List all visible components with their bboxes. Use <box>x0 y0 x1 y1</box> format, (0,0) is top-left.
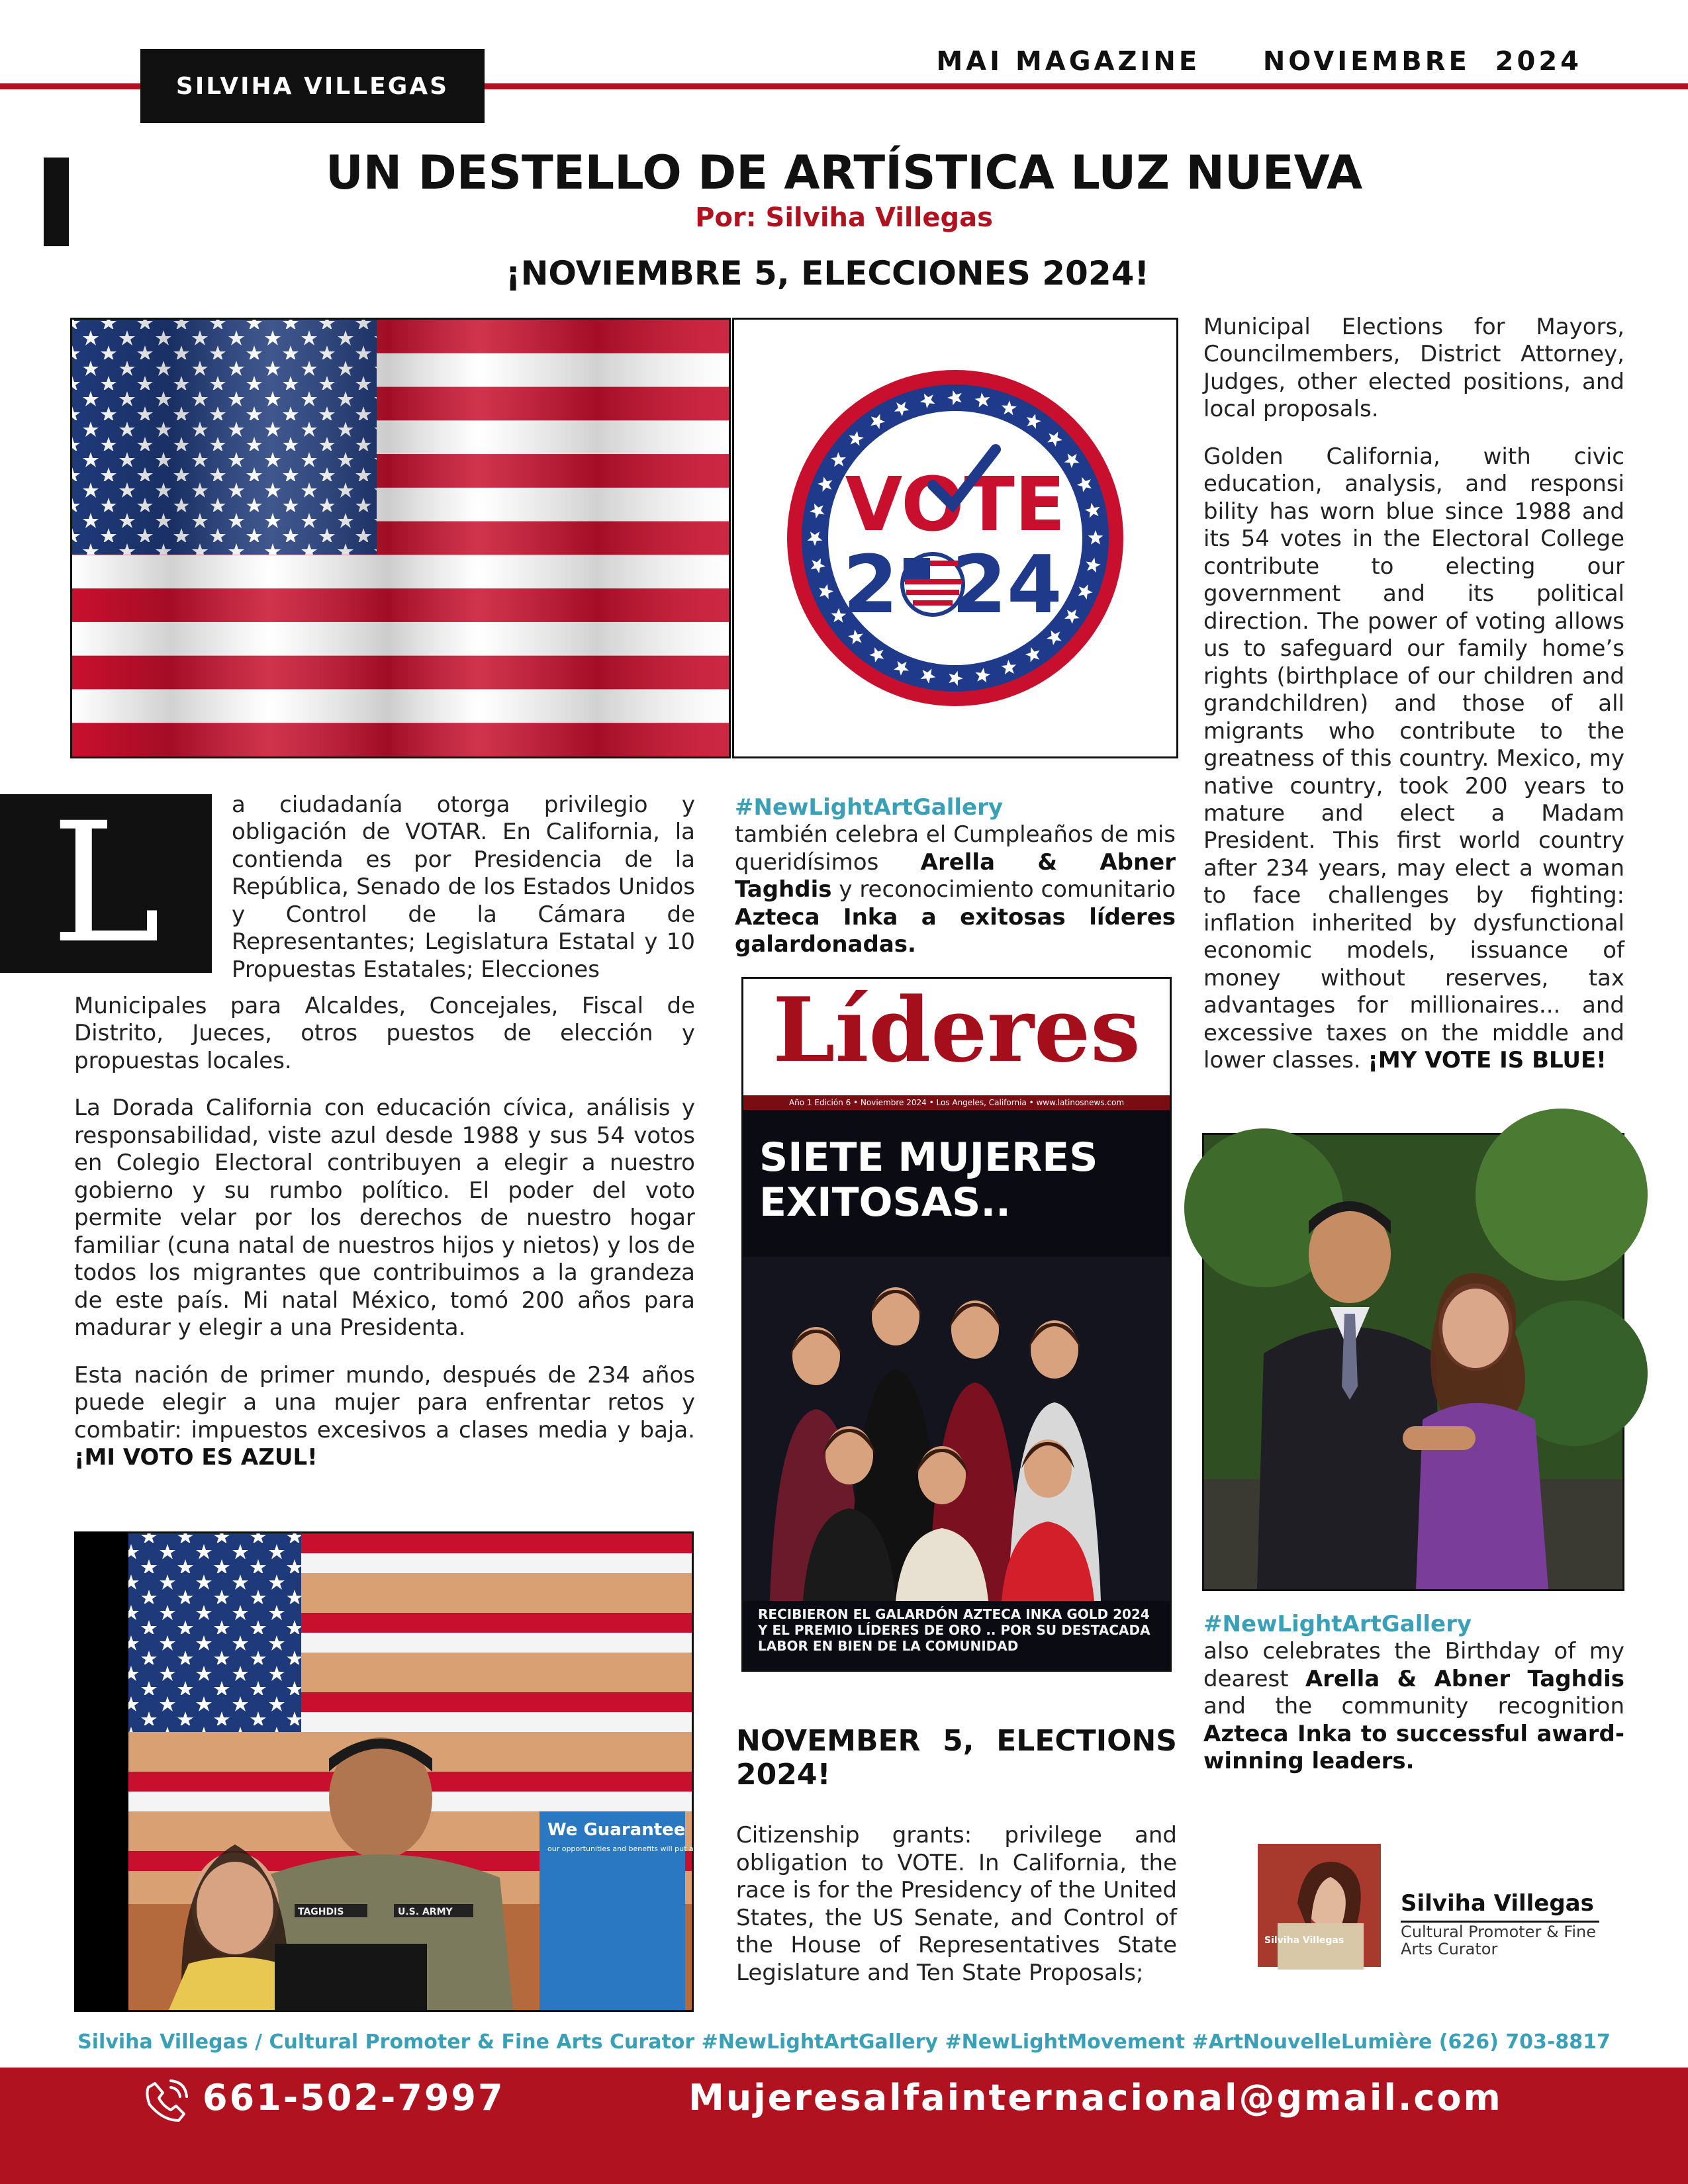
gallery-bold-en: Azteca Inka to successful award-winning leaders. <box>1203 1720 1624 1775</box>
cover-headline-2: EXITOSAS.. <box>759 1179 1011 1226</box>
gallery-text-en: also celebrates the Birthday of my dearest <box>1203 1638 1624 1692</box>
spanish-paragraph-1-rest: Municipales para Alcaldes, Concejales, Fiscal de Distrito, Jueces, otros puestos de elección y propuestas locales. <box>74 993 695 1074</box>
cover-caption-3: LABOR EN BIEN DE LA COMUNIDAD <box>758 1638 1019 1654</box>
drop-cap: L <box>0 794 212 973</box>
spanish-intro-paragraph <box>232 792 695 1003</box>
article-title: UN DESTELLO DE ARTÍSTICA LUZ NUEVA <box>325 146 1363 200</box>
author-avatar <box>1258 1844 1381 1967</box>
hashtag-gallery: #NewLightArtGallery <box>735 794 1004 821</box>
author-tag: SILVIHA VILLEGAS <box>140 49 485 123</box>
cover-headline-1: SIETE MUJERES <box>759 1134 1098 1181</box>
hashtag-gallery-en: #NewLightArtGallery <box>1203 1611 1472 1637</box>
spanish-paragraph-3-text: Esta nación de primer mundo, después de 234 años puede elegir a una mujer para enfrentar retos y combatir: impuestos excesivos a clases media y baja. <box>74 1361 695 1443</box>
english-gallery-note <box>1203 1611 1624 1796</box>
spanish-gallery-note <box>735 794 1176 979</box>
cover-caption-2: Y EL PREMIO LÍDERES DE ORO .. POR SU DESTACADA <box>758 1622 1150 1638</box>
couple-photo <box>1202 1133 1624 1591</box>
sign-subtext: our opportunities and benefits will put a smile on your face. <box>547 1844 766 1853</box>
footer-credits: Silviha Villegas / Cultural Promoter & Fine Arts Curator #NewLightArtGallery #NewLightMovement #ArtNouvelleLumière (626) 703-8817 <box>77 2030 1611 2054</box>
article-byline: Por: Silviha Villegas <box>695 203 993 233</box>
vote-year-2: 2 <box>843 539 898 631</box>
cover-caption-1: RECIBIERON EL GALARDÓN AZTECA INKA GOLD 2024 <box>758 1606 1150 1622</box>
vote-word: VOTE <box>845 462 1066 548</box>
spanish-vote-blue: ¡MI VOTO ES AZUL! <box>74 1444 318 1471</box>
english-paragraph-2-text: Golden California, with civic education, analysis, and responsi bility has worn blue since 1988 and its 54 votes in the Electoral College contribute to electing our government and its political direction. The power of voting allows us to safeguard our family home’s rights (birthplace of our children and grandchildren) and those of all migrants who contribute to the greatness of this country. Mexico, my native country, took 200 years to mature and elect a Madam President. This first world country after 234 years, may elect a woman to face challenges by fighting: inflation inherited by dysfunctional economic models, issuance of money without reserves, tax advantages for millionaires... and excessive taxes on the middle and lower classes. <box>1203 443 1624 1074</box>
english-vote-blue: ¡MY VOTE IS BLUE! <box>1368 1047 1607 1074</box>
vote-2024-badge-image <box>732 318 1178 758</box>
lideres-magazine-cover <box>741 977 1172 1672</box>
gallery-names-en: Arella & Abner Taghdis <box>1305 1665 1624 1692</box>
english-body <box>1203 314 1624 1095</box>
vote-year-24: 24 <box>951 539 1062 631</box>
spanish-paragraph-2: La Dorada California con educación cívica, análisis y responsabilidad, viste azul desde 1988 y sus 54 votos en Colegio Electoral contribuyen a elegir a nuestro gobierno y su rumbo político. El poder del voto permite velar por los derechos de nuestro hogar familiar (cuna natal de nuestros hijos y nietos) y los de todos los migrantes que contribuimos a la grandeza de este país. Mi natal México, tomó 200 años para madurar y elegir a una Presidenta. <box>74 1095 695 1342</box>
signature-name: Silviha Villegas <box>1401 1890 1599 1923</box>
english-elections-section <box>736 1725 1177 2007</box>
signature-role: Cultural Promoter & Fine Arts Curator <box>1401 1923 1596 1959</box>
cover-women-illustration <box>743 1257 1170 1601</box>
soldier-photo <box>74 1531 766 2012</box>
soldier-photo-illustration <box>76 1533 766 2010</box>
sign-guarantee: We Guarantee <box>547 1820 686 1840</box>
cover-caption <box>758 1606 1155 1654</box>
footer-phone[interactable]: 661-502-7997 <box>203 2077 505 2118</box>
army-tape: U.S. ARMY <box>398 1907 453 1917</box>
vote-badge-icon <box>734 320 1176 756</box>
us-flag-icon <box>72 320 729 756</box>
footer-email[interactable]: Mujeresalfainternacional@gmail.com <box>688 2077 1503 2118</box>
phone-icon <box>143 2078 189 2124</box>
photo-side-bar <box>74 1531 128 2012</box>
gallery-text-2: y reconocimiento comunitario <box>839 876 1176 903</box>
couple-photo-illustration <box>1204 1135 1622 1589</box>
issue-date: NOVIEMBRE 2024 <box>1262 46 1582 77</box>
magazine-name: MAI MAGAZINE <box>936 46 1201 77</box>
gallery-text-2-en: and the community recognition <box>1203 1693 1624 1720</box>
english-elections-heading: NOVEMBER 5, ELECTIONS 2024! <box>736 1724 1177 1792</box>
cover-masthead: Líderes <box>773 978 1141 1082</box>
gallery-names: Arella & Abner Taghdis <box>735 848 1176 903</box>
cover-edition: Año 1 Edición 6 • Noviembre 2024 • Los Angeles, California • www.latinosnews.com <box>743 1095 1170 1110</box>
english-paragraph-1: Municipal Elections for Mayors, Councilmembers, District Attorney, Judges, other elected positions, and local proposals. <box>1203 314 1624 423</box>
gallery-bold: Azteca Inka a exitosas líderes galardonadas. <box>735 903 1176 958</box>
us-flag-image <box>70 318 731 758</box>
magazine-issue <box>907 46 1582 86</box>
english-paragraph-2 <box>1203 443 1624 1075</box>
name-tape: TAGHDIS <box>298 1907 344 1917</box>
gallery-text: también celebra el Cumpleaños de mis queridísimos <box>735 821 1176 876</box>
spanish-paragraph-1-start: a ciudadanía otorga privilegio y obligación de VOTAR. En California, la contienda es por Presidencia de la República, Senado de los Estados Unidos y Control de la Cámara de Representantes; Legislatura Estatal y 10 Propuestas Estatales; Elecciones <box>232 792 695 983</box>
spanish-paragraph-3 <box>74 1362 695 1472</box>
spanish-body <box>74 993 695 1492</box>
avatar-illustration <box>1258 1844 1381 1967</box>
cover-masthead-band <box>743 979 1170 1095</box>
english-elections-text: Citizenship grants: privilege and obligation to VOTE. In California, the race is for the Presidency of the United States, the US Senate, and Control of the House of Representatives State Legislature and Ten State Proposals; <box>736 1822 1177 1986</box>
avatar-text: Silviha Villegas <box>1264 1935 1344 1946</box>
cover-headline <box>759 1135 1098 1225</box>
article-subtitle: ¡NOVIEMBRE 5, ELECCIONES 2024! <box>505 254 1150 293</box>
